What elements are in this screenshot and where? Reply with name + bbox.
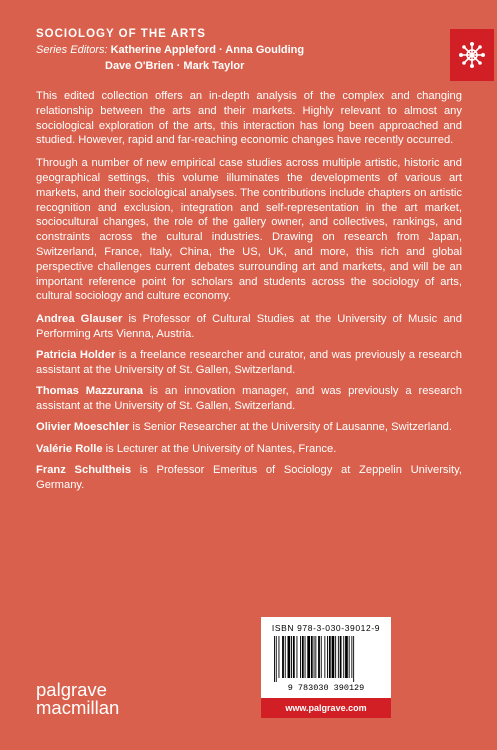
author-name: Franz Schultheis <box>36 464 132 477</box>
author-name: Patricia Holder <box>36 349 116 362</box>
author-bio-text: is Professor of Cultural Studies at the University of Music and Performing Arts Vienna, Austria. <box>36 313 462 340</box>
series-logo-badge <box>450 29 494 81</box>
author-bio-text: is Lecturer at the University of Nantes, France. <box>102 442 337 455</box>
barcode-digits: 9 783030 390129 <box>287 683 365 693</box>
isbn-barcode <box>261 617 391 698</box>
springer-network-logo-icon <box>458 41 486 69</box>
publisher-logo <box>36 681 119 717</box>
publisher-url: www.palgrave.com <box>261 698 391 718</box>
author-bio-text: is an innovation manager, and was previously a research assistant at the University of St. Gallen, Switzerland. <box>36 385 462 413</box>
series-editors <box>36 43 304 74</box>
author-bio <box>36 312 462 342</box>
author-name: Olivier Moeschler <box>36 421 130 434</box>
author-name: Valérie Rolle <box>36 442 103 455</box>
cover-body-text <box>36 89 462 499</box>
barcode-icon <box>270 636 382 682</box>
series-editors-names-1: Katherine Appleford · Anna Goulding <box>110 44 305 56</box>
author-bio-text: is Professor Emeritus of Sociology at Zeppelin University, Germany. <box>36 464 462 491</box>
author-bio-text: is Senior Researcher at the University of Lausanne, Switzerland. <box>129 421 453 434</box>
isbn-text: ISBN 978-3-030-39012-9 <box>271 623 381 633</box>
description-paragraph: Through a number of new empirical case studies across multiple artistic, historic and geographical settings, this volume illuminates the developments of various art markets, and their sociological analyses. The contributions include chapters on artistic recognition and exclusion, integration and self-representation in the art market, sociocultural changes, the role of the gallery owner, and collectives, rankings, and constraints across the cultural industries. Drawing on research from Japan, Switzerland, France, Italy, China, the US, UK, and more, this rich and global perspective challenges current debates surrounding art and markets, and will be an important reference point for scholars and students across the sociology of arts, cultural sociology and culture economy. <box>36 157 462 303</box>
publisher-name-line-2: macmillan <box>36 697 120 718</box>
description-paragraph: This edited collection offers an in-depth analysis of the complex and changing relationship between the arts and their markets. Highly relevant to almost any sociological exploration of the arts, this interaction has long been approached and studied. However, rapid and far-reaching economic changes have recently occurred. <box>36 90 462 147</box>
series-editors-row-1 <box>36 43 304 59</box>
series-editors-names-2: Dave O'Brien · Mark Taylor <box>105 59 245 72</box>
author-bio <box>36 463 462 493</box>
author-bio <box>36 442 462 457</box>
author-bio-text: is a freelance researcher and curator, and was previously a research assistant at the University of St. Gallen, Switzerland. <box>36 349 463 377</box>
publisher-name-line-1: palgrave <box>36 679 107 700</box>
author-bio <box>36 384 462 414</box>
author-bio <box>36 348 462 378</box>
author-name: Andrea Glauser <box>36 313 123 326</box>
series-editors-label: Series Editors: <box>36 44 108 56</box>
author-bio <box>36 420 462 435</box>
author-name: Thomas Mazzurana <box>36 385 143 398</box>
series-title: SOCIOLOGY OF THE ARTS <box>36 28 206 40</box>
